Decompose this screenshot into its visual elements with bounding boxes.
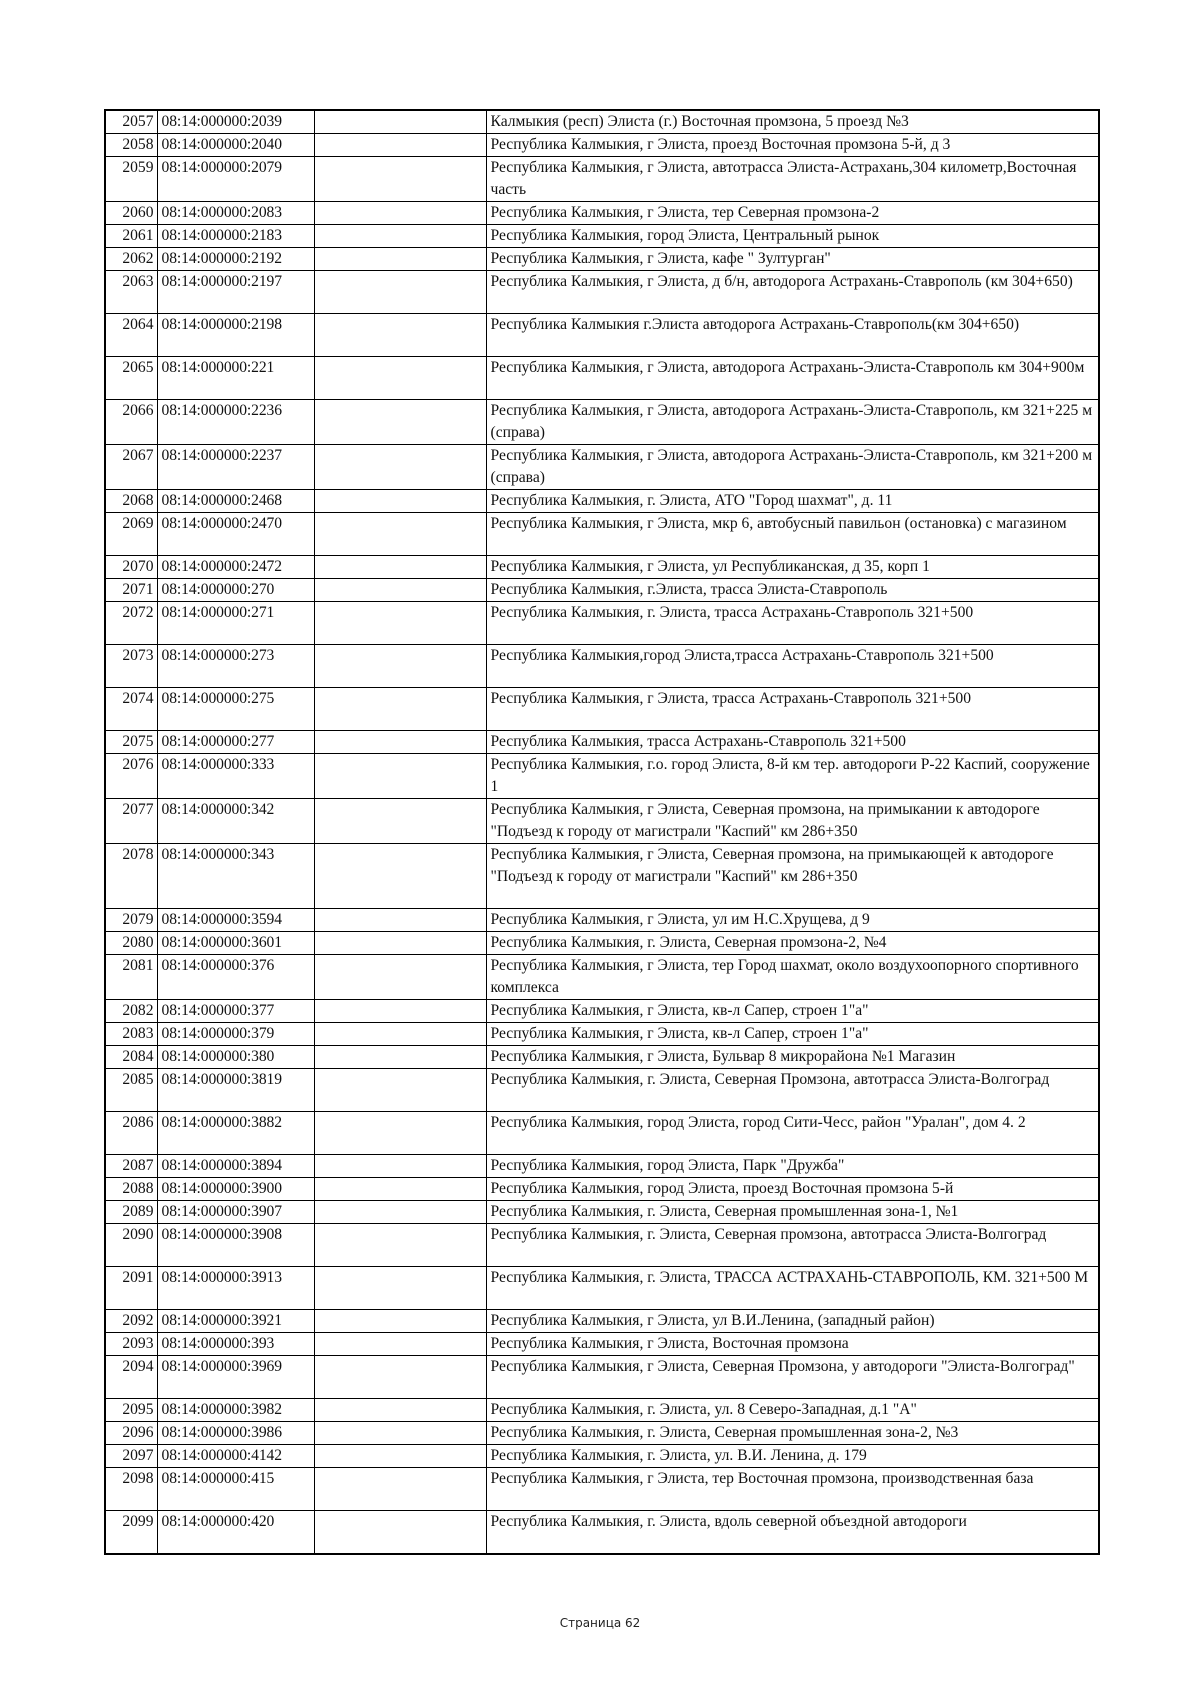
empty-cell — [314, 602, 486, 645]
table-row — [105, 314, 1099, 357]
address-cell: Республика Калмыкия г.Элиста автодорога Астрахань-Ставрополь(км 304+650) — [486, 314, 1099, 357]
row-number-cell: 2059 — [105, 157, 157, 202]
cadastral-number-cell: 08:14:000000:3908 — [157, 1224, 314, 1267]
row-number-cell: 2075 — [105, 731, 157, 754]
empty-cell — [314, 955, 486, 1000]
address-cell: Республика Калмыкия, г Элиста, Северная Промзона, у автодороги "Элиста-Волгоград" — [486, 1356, 1099, 1399]
cadastral-number-cell: 08:14:000000:2237 — [157, 445, 314, 490]
table-row — [105, 400, 1099, 445]
cadastral-number-cell: 08:14:000000:270 — [157, 579, 314, 602]
address-cell: Республика Калмыкия, г Элиста, Бульвар 8 микрорайона №1 Магазин — [486, 1046, 1099, 1069]
empty-cell — [314, 1023, 486, 1046]
row-number-cell: 2061 — [105, 225, 157, 248]
empty-cell — [314, 1310, 486, 1333]
address-cell: Республика Калмыкия, г.о. город Элиста, 8-й км тер. автодороги Р-22 Каспий, сооружение 1 — [486, 754, 1099, 799]
cadastral-number-cell: 08:14:000000:2192 — [157, 248, 314, 271]
row-number-cell: 2077 — [105, 799, 157, 844]
address-cell: Республика Калмыкия, г. Элиста, ул. В.И. Ленина, д. 179 — [486, 1445, 1099, 1468]
address-cell: Республика Калмыкия, г Элиста, проезд Восточная промзона 5-й, д 3 — [486, 134, 1099, 157]
address-cell: Республика Калмыкия, г Элиста, д б/н, автодорога Астрахань-Ставрополь (км 304+650) — [486, 271, 1099, 314]
empty-cell — [314, 490, 486, 513]
row-number-cell: 2081 — [105, 955, 157, 1000]
row-number-cell: 2099 — [105, 1511, 157, 1554]
cadastral-number-cell: 08:14:000000:2198 — [157, 314, 314, 357]
row-number-cell: 2097 — [105, 1445, 157, 1468]
table-row — [105, 134, 1099, 157]
table-row — [105, 1112, 1099, 1155]
address-cell: Республика Калмыкия, г. Элиста, ТРАССА АСТРАХАНЬ-СТАВРОПОЛЬ, КМ. 321+500 М — [486, 1267, 1099, 1310]
empty-cell — [314, 1155, 486, 1178]
cadastral-number-cell: 08:14:000000:2472 — [157, 556, 314, 579]
cadastral-number-cell: 08:14:000000:380 — [157, 1046, 314, 1069]
table-row — [105, 645, 1099, 688]
table-row — [105, 490, 1099, 513]
empty-cell — [314, 731, 486, 754]
row-number-cell: 2086 — [105, 1112, 157, 1155]
cadastral-number-cell: 08:14:000000:2236 — [157, 400, 314, 445]
cadastral-number-cell: 08:14:000000:415 — [157, 1468, 314, 1511]
table-row — [105, 754, 1099, 799]
table-row — [105, 1046, 1099, 1069]
cadastral-number-cell: 08:14:000000:221 — [157, 357, 314, 400]
row-number-cell: 2076 — [105, 754, 157, 799]
cadastral-number-cell: 08:14:000000:3913 — [157, 1267, 314, 1310]
row-number-cell: 2069 — [105, 513, 157, 556]
empty-cell — [314, 754, 486, 799]
address-cell: Республика Калмыкия, г Элиста, ул им Н.С.Хрущева, д 9 — [486, 909, 1099, 932]
cadastral-number-cell: 08:14:000000:271 — [157, 602, 314, 645]
row-number-cell: 2082 — [105, 1000, 157, 1023]
row-number-cell: 2094 — [105, 1356, 157, 1399]
address-cell: Республика Калмыкия, г. Элиста, АТО "Город шахмат", д. 11 — [486, 490, 1099, 513]
table-row — [105, 157, 1099, 202]
empty-cell — [314, 1422, 486, 1445]
address-cell: Республика Калмыкия, г Элиста, трасса Астрахань-Ставрополь 321+500 — [486, 688, 1099, 731]
row-number-cell: 2085 — [105, 1069, 157, 1112]
row-number-cell: 2080 — [105, 932, 157, 955]
empty-cell — [314, 225, 486, 248]
empty-cell — [314, 1178, 486, 1201]
empty-cell — [314, 932, 486, 955]
address-cell: Республика Калмыкия, г.Элиста, трасса Элиста-Ставрополь — [486, 579, 1099, 602]
row-number-cell: 2072 — [105, 602, 157, 645]
cadastral-number-cell: 08:14:000000:2079 — [157, 157, 314, 202]
empty-cell — [314, 248, 486, 271]
table-row — [105, 688, 1099, 731]
table-row — [105, 1511, 1099, 1554]
address-cell: Республика Калмыкия, г Элиста, Северная промзона, на примыкании к автодороге "Подъезд к городу от магистрали "Каспий" км 286+350 — [486, 799, 1099, 844]
cadastral-number-cell: 08:14:000000:4142 — [157, 1445, 314, 1468]
empty-cell — [314, 1201, 486, 1224]
row-number-cell: 2092 — [105, 1310, 157, 1333]
row-number-cell: 2063 — [105, 271, 157, 314]
empty-cell — [314, 202, 486, 225]
table-row — [105, 844, 1099, 909]
empty-cell — [314, 645, 486, 688]
cadastral-number-cell: 08:14:000000:377 — [157, 1000, 314, 1023]
row-number-cell: 2073 — [105, 645, 157, 688]
empty-cell — [314, 513, 486, 556]
row-number-cell: 2070 — [105, 556, 157, 579]
address-cell: Республика Калмыкия, г Элиста, тер Восточная промзона, производственная база — [486, 1468, 1099, 1511]
empty-cell — [314, 1224, 486, 1267]
address-cell: Республика Калмыкия, г. Элиста, Северная промзона-2, №4 — [486, 932, 1099, 955]
empty-cell — [314, 688, 486, 731]
empty-cell — [314, 357, 486, 400]
cadastral-number-cell: 08:14:000000:3601 — [157, 932, 314, 955]
address-cell: Республика Калмыкия, г Элиста, мкр 6, автобусный павильон (остановка) с магазином — [486, 513, 1099, 556]
row-number-cell: 2068 — [105, 490, 157, 513]
table-row — [105, 225, 1099, 248]
table-row — [105, 909, 1099, 932]
row-number-cell: 2087 — [105, 1155, 157, 1178]
empty-cell — [314, 1356, 486, 1399]
table-row — [105, 799, 1099, 844]
address-cell: Республика Калмыкия, г Элиста, ул В.И.Ленина, (западный район) — [486, 1310, 1099, 1333]
cadastral-number-cell: 08:14:000000:379 — [157, 1023, 314, 1046]
table-row — [105, 513, 1099, 556]
table-row — [105, 1155, 1099, 1178]
row-number-cell: 2083 — [105, 1023, 157, 1046]
address-cell: Республика Калмыкия, г Элиста, кв-л Сапер, строен 1"а" — [486, 1023, 1099, 1046]
row-number-cell: 2093 — [105, 1333, 157, 1356]
cadastral-number-cell: 08:14:000000:3907 — [157, 1201, 314, 1224]
empty-cell — [314, 1399, 486, 1422]
empty-cell — [314, 1511, 486, 1554]
address-cell: Республика Калмыкия, г Элиста, тер Северная промзона-2 — [486, 202, 1099, 225]
cadastral-number-cell: 08:14:000000:2468 — [157, 490, 314, 513]
table-row — [105, 1422, 1099, 1445]
cadastral-number-cell: 08:14:000000:376 — [157, 955, 314, 1000]
cadastral-number-cell: 08:14:000000:275 — [157, 688, 314, 731]
table-row — [105, 271, 1099, 314]
cadastral-number-cell: 08:14:000000:3986 — [157, 1422, 314, 1445]
address-cell: Республика Калмыкия, город Элиста, проезд Восточная промзона 5-й — [486, 1178, 1099, 1201]
address-cell: Республика Калмыкия, г. Элиста, трасса Астрахань-Ставрополь 321+500 — [486, 602, 1099, 645]
table-row — [105, 1356, 1099, 1399]
table-row — [105, 248, 1099, 271]
row-number-cell: 2079 — [105, 909, 157, 932]
cadastral-number-cell: 08:14:000000:3900 — [157, 1178, 314, 1201]
row-number-cell: 2067 — [105, 445, 157, 490]
empty-cell — [314, 1445, 486, 1468]
address-cell: Республика Калмыкия, г. Элиста, Северная Промзона, автотрасса Элиста-Волгоград — [486, 1069, 1099, 1112]
cadastral-number-cell: 08:14:000000:3921 — [157, 1310, 314, 1333]
table-row — [105, 1000, 1099, 1023]
cadastral-number-cell: 08:14:000000:2197 — [157, 271, 314, 314]
cadastral-table-body — [105, 110, 1099, 1554]
cadastral-number-cell: 08:14:000000:2039 — [157, 110, 314, 134]
table-row — [105, 1267, 1099, 1310]
row-number-cell: 2058 — [105, 134, 157, 157]
row-number-cell: 2066 — [105, 400, 157, 445]
empty-cell — [314, 134, 486, 157]
table-row — [105, 1069, 1099, 1112]
row-number-cell: 2095 — [105, 1399, 157, 1422]
table-row — [105, 1201, 1099, 1224]
table-row — [105, 1310, 1099, 1333]
cadastral-number-cell: 08:14:000000:420 — [157, 1511, 314, 1554]
cadastral-number-cell: 08:14:000000:3882 — [157, 1112, 314, 1155]
row-number-cell: 2071 — [105, 579, 157, 602]
table-row — [105, 1468, 1099, 1511]
cadastral-number-cell: 08:14:000000:343 — [157, 844, 314, 909]
empty-cell — [314, 400, 486, 445]
address-cell: Республика Калмыкия, г Элиста, автодорога Астрахань-Элиста-Ставрополь, км 321+225 м (справа) — [486, 400, 1099, 445]
cadastral-number-cell: 08:14:000000:277 — [157, 731, 314, 754]
cadastral-number-cell: 08:14:000000:3894 — [157, 1155, 314, 1178]
empty-cell — [314, 110, 486, 134]
cadastral-number-cell: 08:14:000000:3969 — [157, 1356, 314, 1399]
empty-cell — [314, 157, 486, 202]
cadastral-number-cell: 08:14:000000:3594 — [157, 909, 314, 932]
empty-cell — [314, 579, 486, 602]
table-row — [105, 1178, 1099, 1201]
table-row — [105, 579, 1099, 602]
row-number-cell: 2057 — [105, 110, 157, 134]
empty-cell — [314, 1333, 486, 1356]
cadastral-number-cell: 08:14:000000:342 — [157, 799, 314, 844]
table-row — [105, 1399, 1099, 1422]
row-number-cell: 2074 — [105, 688, 157, 731]
address-cell: Республика Калмыкия, г Элиста, ул Республиканская, д 35, корп 1 — [486, 556, 1099, 579]
cadastral-number-cell: 08:14:000000:2083 — [157, 202, 314, 225]
empty-cell — [314, 1112, 486, 1155]
table-row — [105, 1224, 1099, 1267]
row-number-cell: 2098 — [105, 1468, 157, 1511]
cadastral-number-cell: 08:14:000000:2183 — [157, 225, 314, 248]
table-row — [105, 445, 1099, 490]
row-number-cell: 2091 — [105, 1267, 157, 1310]
address-cell: Республика Калмыкия, г. Элиста, Северная промзона, автотрасса Элиста-Волгоград — [486, 1224, 1099, 1267]
address-cell: Республика Калмыкия, г Элиста, кафе " Зултурган" — [486, 248, 1099, 271]
address-cell: Республика Калмыкия, г Элиста, кв-л Сапер, строен 1"а" — [486, 1000, 1099, 1023]
address-cell: Республика Калмыкия, г Элиста, Восточная промзона — [486, 1333, 1099, 1356]
table-row — [105, 731, 1099, 754]
address-cell: Республика Калмыкия,город Элиста,трасса Астрахань-Ставрополь 321+500 — [486, 645, 1099, 688]
empty-cell — [314, 1000, 486, 1023]
table-row — [105, 932, 1099, 955]
address-cell: Республика Калмыкия, г. Элиста, Северная промышленная зона-1, №1 — [486, 1201, 1099, 1224]
row-number-cell: 2084 — [105, 1046, 157, 1069]
address-cell: Республика Калмыкия, г Элиста, автодорога Астрахань-Элиста-Ставрополь, км 321+200 м (справа) — [486, 445, 1099, 490]
cadastral-number-cell: 08:14:000000:3819 — [157, 1069, 314, 1112]
empty-cell — [314, 909, 486, 932]
address-cell: Республика Калмыкия, г. Элиста, Северная промышленная зона-2, №3 — [486, 1422, 1099, 1445]
empty-cell — [314, 271, 486, 314]
row-number-cell: 2064 — [105, 314, 157, 357]
table-row — [105, 1023, 1099, 1046]
address-cell: Республика Калмыкия, город Элиста, Парк "Дружба" — [486, 1155, 1099, 1178]
table-row — [105, 357, 1099, 400]
address-cell: Республика Калмыкия, трасса Астрахань-Ставрополь 321+500 — [486, 731, 1099, 754]
empty-cell — [314, 844, 486, 909]
cadastral-number-cell: 08:14:000000:2470 — [157, 513, 314, 556]
cadastral-number-cell: 08:14:000000:3982 — [157, 1399, 314, 1422]
address-cell: Республика Калмыкия, г Элиста, Северная промзона, на примыкающей к автодороге "Подъезд к городу от магистрали "Каспий" км 286+350 — [486, 844, 1099, 909]
row-number-cell: 2090 — [105, 1224, 157, 1267]
address-cell: Республика Калмыкия, г. Элиста, вдоль северной объездной автодороги — [486, 1511, 1099, 1554]
cadastral-number-cell: 08:14:000000:393 — [157, 1333, 314, 1356]
row-number-cell: 2078 — [105, 844, 157, 909]
table-row — [105, 556, 1099, 579]
empty-cell — [314, 799, 486, 844]
empty-cell — [314, 1267, 486, 1310]
table-row — [105, 1333, 1099, 1356]
address-cell: Республика Калмыкия, г Элиста, автотрасса Элиста-Астрахань,304 километр,Восточная часть — [486, 157, 1099, 202]
address-cell: Калмыкия (респ) Элиста (г.) Восточная промзона, 5 проезд №3 — [486, 110, 1099, 134]
row-number-cell: 2060 — [105, 202, 157, 225]
address-cell: Республика Калмыкия, город Элиста, город Сити-Чесс, район "Уралан", дом 4. 2 — [486, 1112, 1099, 1155]
table-row — [105, 110, 1099, 134]
row-number-cell: 2096 — [105, 1422, 157, 1445]
empty-cell — [314, 314, 486, 357]
cadastral-number-cell: 08:14:000000:2040 — [157, 134, 314, 157]
address-cell: Республика Калмыкия, г Элиста, автодорога Астрахань-Элиста-Ставрополь км 304+900м — [486, 357, 1099, 400]
cadastral-table — [104, 109, 1100, 1555]
cadastral-number-cell: 08:14:000000:273 — [157, 645, 314, 688]
address-cell: Республика Калмыкия, г. Элиста, ул. 8 Северо-Западная, д.1 "А" — [486, 1399, 1099, 1422]
table-row — [105, 955, 1099, 1000]
empty-cell — [314, 1468, 486, 1511]
page-number: Страница 62 — [559, 1616, 641, 1630]
empty-cell — [314, 556, 486, 579]
cadastral-number-cell: 08:14:000000:333 — [157, 754, 314, 799]
empty-cell — [314, 1046, 486, 1069]
row-number-cell: 2088 — [105, 1178, 157, 1201]
table-row — [105, 202, 1099, 225]
row-number-cell: 2065 — [105, 357, 157, 400]
row-number-cell: 2089 — [105, 1201, 157, 1224]
address-cell: Республика Калмыкия, город Элиста, Центральный рынок — [486, 225, 1099, 248]
table-row — [105, 1445, 1099, 1468]
row-number-cell: 2062 — [105, 248, 157, 271]
table-row — [105, 602, 1099, 645]
empty-cell — [314, 1069, 486, 1112]
empty-cell — [314, 445, 486, 490]
address-cell: Республика Калмыкия, г Элиста, тер Город шахмат, около воздухоопорного спортивного комплекса — [486, 955, 1099, 1000]
